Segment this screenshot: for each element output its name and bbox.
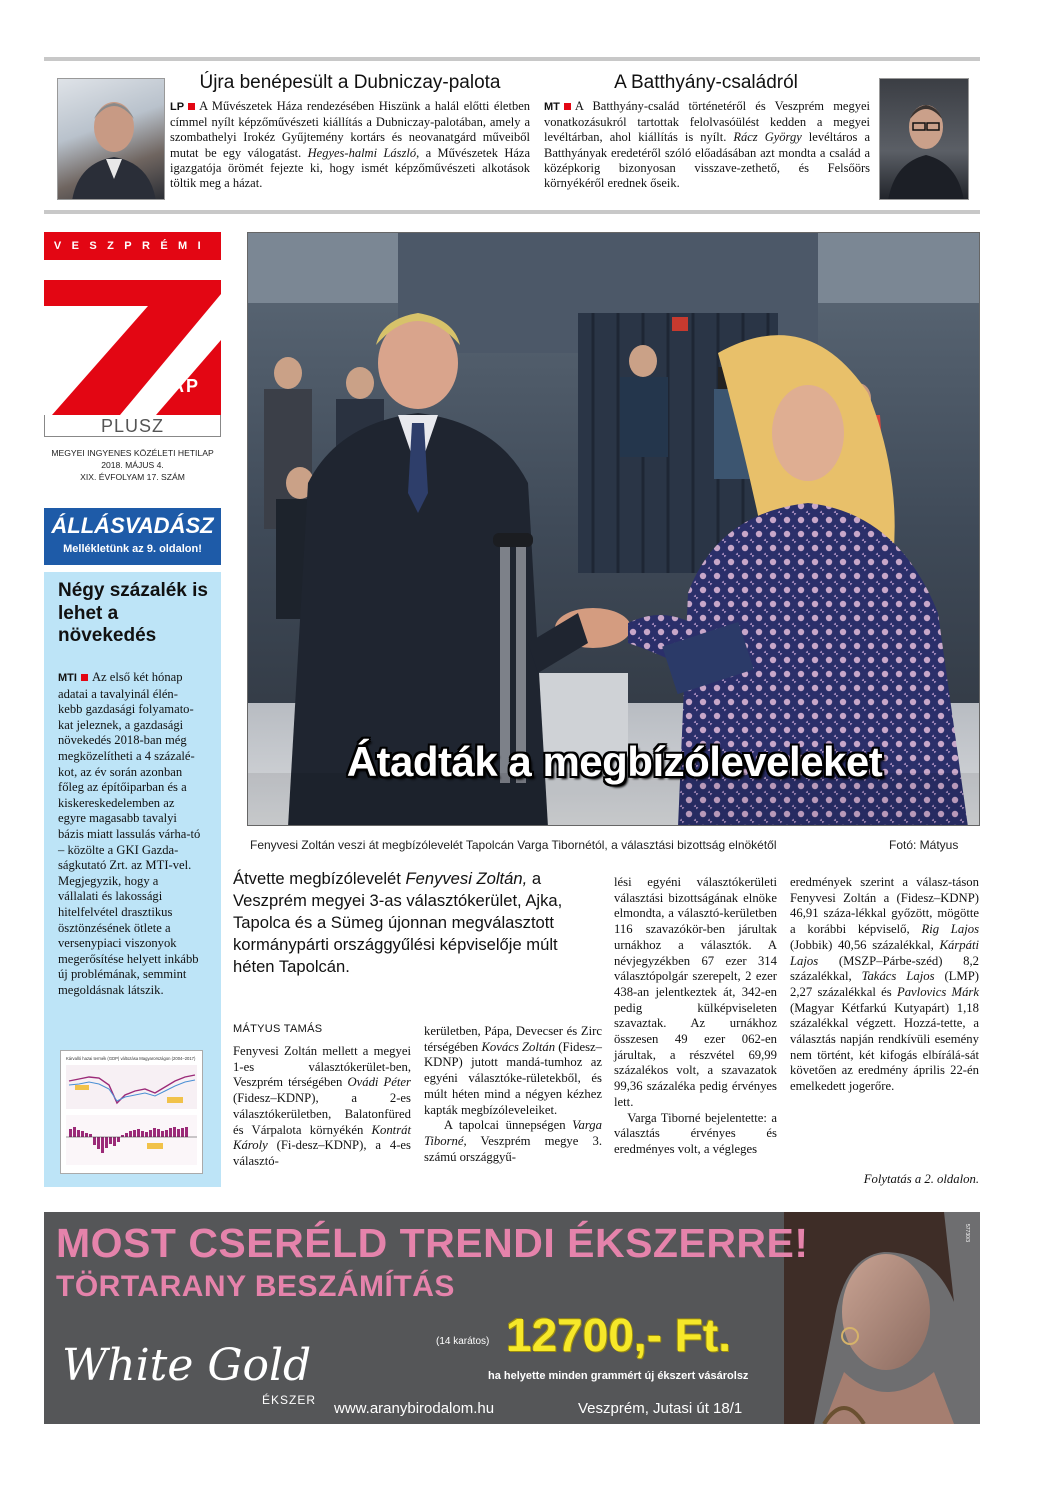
teaser-tag-2: MT [544,101,560,113]
teaser-portrait-photo-2 [879,78,969,200]
top-rule [44,57,980,61]
red-square-icon [188,103,195,110]
masthead-date: 2018. MÁJUS 4. [101,460,164,470]
article-lead: Átvette megbízólevelét Fenyvesi Zoltán, a Veszprém megyei 3-as választókerület, Ajka, Tapolca és a Sümeg újonnan megválasztott kormánypárti országgyűlési képviselője múlt héten Tapolcán. [233,869,563,976]
teaser-body-2 [544,99,870,191]
jewelry-advertisement[interactable] [44,1212,980,1424]
ad-brand-logo: White Gold [62,1340,312,1391]
article-column-2: kerületben, Pápa, Devecser és Zirc térségében Kovács Zoltán (Fidesz–KDNP) jutott mandá-tumhoz az egyéni választóke-rületekből, és múlt héten mind a négyen kézhez kapták megbízóleveleiket. A tapolcai ünnepségen Varga Tiborné, Veszprém megye 3. számú országgyű- [424,1024,602,1164]
ad-website-link[interactable]: www.aranybirodalom.hu [334,1400,495,1417]
supplement-box[interactable] [44,508,221,565]
side-story-chart-thumbnail [60,1050,203,1174]
photo-credit: Fotó: Mátyus [889,838,959,852]
masthead-issue: XIX. ÉVFOLYAM 17. SZÁM [80,472,185,482]
ad-karat-note: (14 karátos) [436,1336,490,1347]
ad-address: Veszprém, Jutasi út 18/1 [578,1400,743,1417]
logo-nap-text: NAP [156,376,201,396]
main-headline: Átadták a megbízóleveleket [346,738,883,785]
article-continued: Folytatás a 2. oldalon. [863,1172,979,1186]
teaser-body-1 [170,99,530,191]
red-square-icon [564,103,571,110]
ad-brand-sub: ÉKSZER [262,1393,317,1407]
ad-model-photo [784,1212,980,1424]
teaser-bottom-rule [44,210,980,214]
masthead-plusz: PLUSZ [44,415,221,437]
masthead-subtitle: MEGYEI INGYENES KÖZÉLETI HETILAP [51,448,214,458]
main-photo [247,232,980,826]
article-column-3: lési egyéni választókerületi választási bizottságának elnöke elmondta, a választó-kerületben 116 szavazókör-ben járultak urnákhoz a választók. A névjegyzékben 67 ezer 314 választópolgár szerepelt, 2 ezer 438-an jelentkeztek át, 342-en pedig külképviseleten szavaztak. Az urnákhoz összesen 49 ezer 062-en járultak, a részvétel 69,99 százalékos volt, a szavazatok 99,36 százaléka pedig érvényes lett. Varga Tiborné bejelentette: a választás érvényes és eredményes volt, a végleges [614,875,777,1156]
ad-price: 12700,- Ft. [506,1309,731,1361]
teaser-tag-1: LP [170,101,185,113]
article-column-4: eredmények szerint a válasz-táson Fenyvesi Zoltán a (Fidesz–KDNP) 46,91 száza-lékkal győzött, mögötte a korábbi képviselő, Rig Lajos (Jobbik) 40,56 százalékkal, Kárpáti Lajos (MSZP–Párbe-széd) 8,2 százalékkal, Takács Lajos (LMP) 2,27 százalékkal és Pavlovics Márk (Magyar Kétfarkú Kutyapárt) 1,18 százalékkal végzett. Hozzá-tette, a választás napján rendkívüli esemény nem történt, két kifogás elbírálá-sát követően az eredmény április 22-én emelkedett jogerőre. [790,875,980,1094]
masthead-city-bar: VESZPRÉMI [44,232,221,260]
side-story-text: Az első két hónap adatai a tavalyinál élén-kebb gazdasági folyamato-kat jeleznek, a gazdasági növekedés 2018-ban még megközelítheti a 4 százalé-kot, az év során azonban főleg az építőiparban és a kiskereskedelemben az egyre magasabb tavalyi bázis miatt lassulás várha-tó – közölte a GKI Gazda-ságkutató Zrt. az MTI-vel. Megjegyzik, hogy a vállalati és lakossági hitelfelvétel drasztikus ösztönzésének ötlete a versenypiaci viszonyok megerősítése helyett inkább új problémának, semmint megoldásnak látszik. [58,670,201,997]
ad-subheadline: TÖRTARANY BESZÁMÍTÁS [56,1270,455,1303]
photo-caption: Fenyvesi Zoltán veszi át megbízólevelét Tapolcán Varga Tibornétól, a választási bizottság elnökétől [250,838,777,852]
article-column-1: Fenyvesi Zoltán mellett a megyei 1-es választókerület-ben, Veszprém térségében Ovádi Péter (Fidesz–KDNP), a 2-es választókerületben, Balatonfüred és Várpalota környékén Kontrát Károly (Fi-desz–KDNP), a 4-es választó- [233,1044,411,1168]
mini-chart-title: Kárvalló hazai termék (GDP) változása Magyarországon (2004–2017) [66,1056,196,1061]
masthead-info [44,447,221,483]
teaser-text-2: A Batthyány-család történetéről és Veszprém megyei vonatkozásukról tartottak felolvasóülést kedden a megyei levéltárban, ahol kiállítás is nyílt. Rácz György levéltáros a Batthyányak eredetéről szóló előadásában azt mondta a család a középkorig bizonyosan visszave-zethető, és Felsőörs környékéről erednek őseik. [544,99,870,191]
side-story-body [58,670,202,998]
ad-code: 57730/3 [964,1224,970,1243]
teaser-text-1: A Művészetek Háza rendezésében Hiszünk a halál előtti életben címmel nyílt képzőművészeti kiállítás a Dubniczay-palotában, amely a szombathelyi Irokéz Gyűjtemény kortárs és neovanatgárd műveiből mutat be egy válogatást. Hegyes-halmi László, a Művészetek Háza igazgatója örömét fejezte ki, hogy ismét képzőművészeti alkotások töltik meg a házat. [170,99,530,191]
teaser-title-2: A Batthyány-családról [614,72,798,93]
teaser-title-1: Újra benépesült a Dubniczay-palota [199,72,501,93]
ad-condition: ha helyette minden grammért új ékszert vásárolsz [488,1370,749,1382]
masthead-logo [44,280,221,415]
side-story-tag: MTI [58,672,77,684]
supplement-title: ÁLLÁSVADÁSZ [51,513,214,538]
red-square-icon [81,674,88,681]
article-byline: MÁTYUS TAMÁS [233,1023,323,1035]
teaser-portrait-photo-1 [57,78,165,200]
ad-headline: MOST CSERÉLD TRENDI ÉKSZERRE! [56,1220,809,1266]
side-story-title: Négy százalék is lehet a növekedés [58,580,208,646]
supplement-subtitle: Mellékletünk az 9. oldalon! [63,543,202,555]
